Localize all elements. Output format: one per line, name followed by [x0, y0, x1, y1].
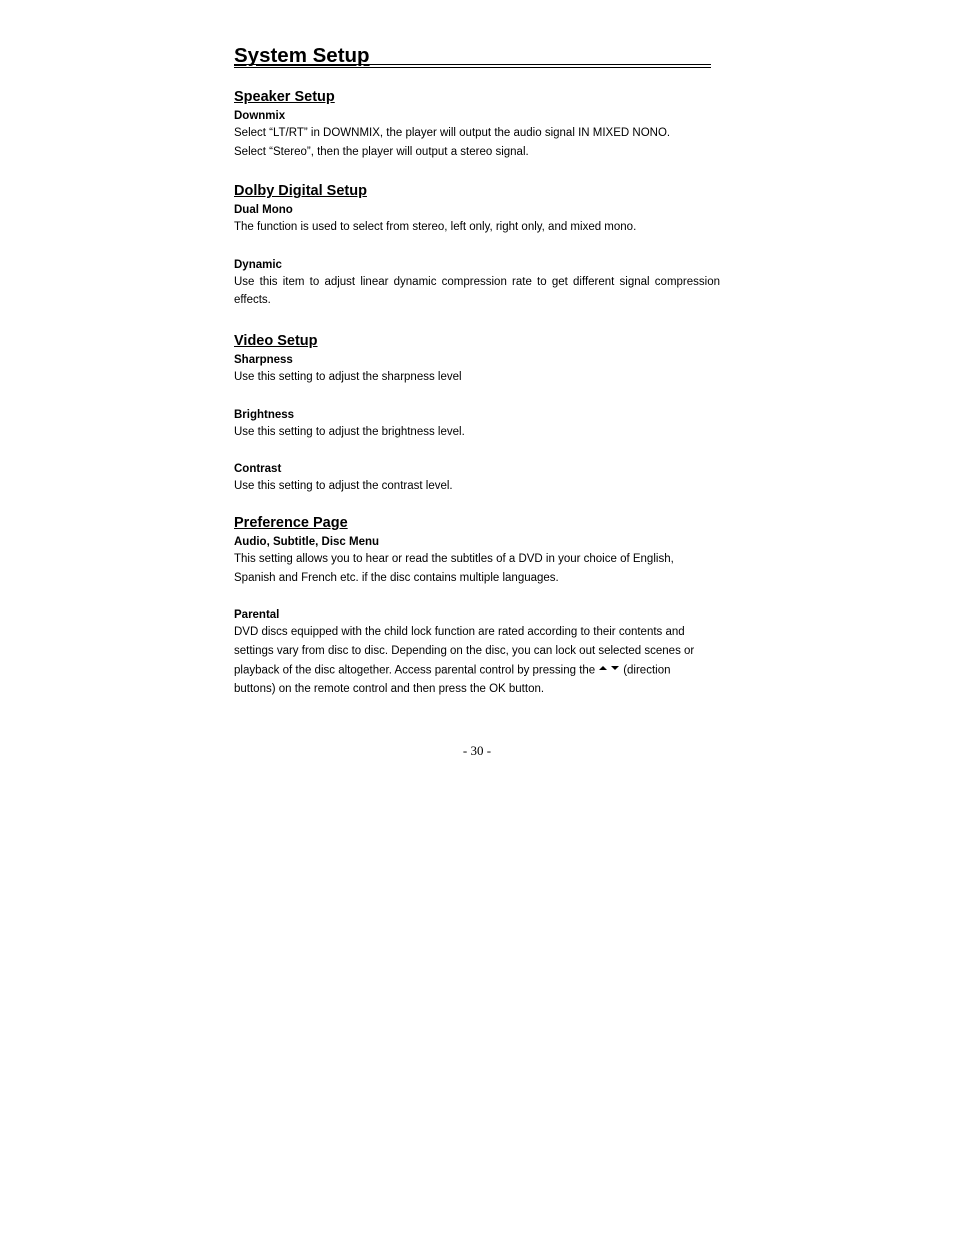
dolby-digital-heading: Dolby Digital Setup — [234, 183, 367, 199]
downmix-text-1: Select “LT/RT” in DOWNMIX, the player will output the audio signal IN MIXED NONO. — [234, 127, 671, 139]
preference-page-section — [234, 514, 720, 699]
down-arrow-icon — [611, 666, 619, 670]
brightness-label: Brightness — [234, 408, 295, 421]
video-setup-section — [234, 332, 720, 496]
parental-text-after: (direction buttons) on the remote control and then press the OK button. — [234, 664, 671, 695]
title-rule-top — [234, 64, 711, 65]
up-arrow-icon — [599, 666, 607, 670]
dual-mono-text: The function is used to select from stereo, left only, right only, and mixed mono. — [234, 221, 637, 233]
language-menu-text: This setting allows you to hear or read the subtitles of a DVD in your choice of English, Spanish and French etc. if the disc contains multiple languages. — [234, 553, 674, 584]
page-title: System Setup — [234, 44, 370, 67]
dual-mono-label: Dual Mono — [234, 204, 293, 216]
sharpness-text: Use this setting to adjust the sharpness level — [234, 371, 462, 383]
contrast-label: Contrast — [234, 463, 282, 476]
parental-text — [234, 623, 714, 698]
parental-text-before: DVD discs equipped with the child lock function are rated according to their contents and settings vary from disc to disc. Depending on the disc, you can lock out selected scenes or playback of the disc altogether. Access parental control by pressing the — [234, 626, 695, 677]
preference-page-heading: Preference Page — [234, 515, 348, 531]
parental-label: Parental — [234, 609, 280, 622]
sharpness-label: Sharpness — [234, 354, 293, 366]
language-menu-label: Audio, Subtitle, Disc Menu — [234, 536, 380, 548]
downmix-text-2: Select “Stereo”, then the player will output a stereo signal. — [234, 145, 529, 158]
speaker-setup-heading: Speaker Setup — [234, 89, 335, 105]
contrast-text: Use this setting to adjust the contrast level. — [234, 480, 453, 493]
dynamic-label: Dynamic — [234, 258, 282, 271]
brightness-text: Use this setting to adjust the brightness level. — [234, 425, 465, 438]
direction-arrows — [597, 661, 621, 680]
page-number: - 30 - — [462, 743, 492, 758]
downmix-label: Downmix — [234, 110, 286, 122]
video-setup-heading: Video Setup — [234, 333, 318, 349]
title-rule-bottom — [234, 67, 711, 68]
dynamic-text: Use this item to adjust linear dynamic compression rate to get different signal compression effects. — [234, 275, 720, 307]
speaker-setup-section — [234, 88, 720, 161]
title-block — [234, 44, 711, 68]
dolby-digital-section — [234, 182, 720, 310]
